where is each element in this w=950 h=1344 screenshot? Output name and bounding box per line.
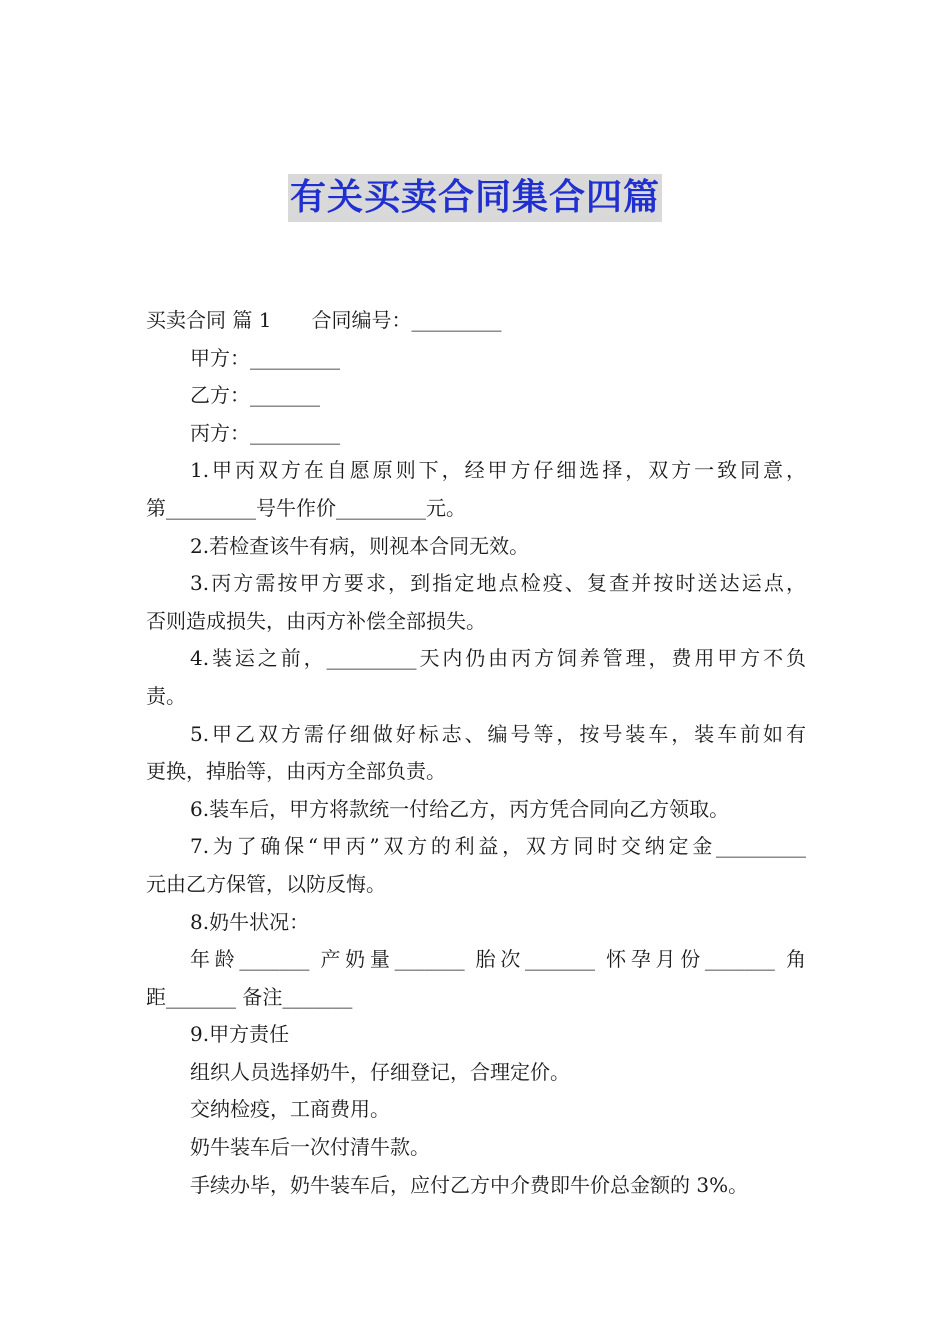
line-text: 丙方：_________ (190, 420, 340, 445)
text-line (146, 1016, 806, 1054)
line-text: 交纳检疫，工商费用。 (190, 1097, 390, 1122)
line-text: 3.丙方需按甲方要求，到指定地点检疫、复查并按时送达运点， (190, 571, 806, 596)
text-line (146, 565, 806, 603)
line-text: 组织人员选择奶牛，仔细登记，合理定价。 (190, 1059, 570, 1084)
line-text: 否则造成损失，由丙方补偿全部损失。 (146, 608, 486, 633)
text-line (146, 490, 806, 528)
text-line (146, 941, 806, 979)
text-line (146, 753, 806, 791)
text-line (146, 1129, 806, 1167)
line-text: 6.装车后，甲方将款统一付给乙方，丙方凭合同向乙方领取。 (190, 796, 730, 821)
title-container (0, 174, 950, 222)
text-line (146, 415, 806, 453)
line-text: 手续办毕，奶牛装车后，应付乙方中介费即牛价总金额的 3%。 (190, 1172, 749, 1197)
text-line (146, 979, 806, 1017)
document-title: 有关买卖合同集合四篇 (288, 174, 662, 222)
line-text: 1.甲丙双方在自愿原则下，经甲方仔细选择，双方一致同意， (190, 458, 806, 483)
line-text: 2.若检查该牛有病，则视本合同无效。 (190, 533, 530, 558)
text-line (146, 791, 806, 829)
text-line (146, 1167, 806, 1205)
text-line (146, 828, 806, 866)
text-line (146, 452, 806, 490)
text-line (146, 1091, 806, 1129)
line-text: 更换，掉胎等，由丙方全部负责。 (146, 759, 446, 784)
text-line (146, 1054, 806, 1092)
text-line (146, 377, 806, 415)
line-text: 责。 (146, 683, 186, 708)
line-text: 乙方：_______ (190, 383, 320, 408)
line-text: 距_______ 备注_______ (146, 984, 353, 1009)
contract-number: 合同编号：_________ (311, 308, 502, 332)
contract-body (146, 302, 806, 1204)
text-line (146, 678, 806, 716)
text-line (146, 528, 806, 566)
text-line (146, 640, 806, 678)
line-text: 5.甲乙双方需仔细做好标志、编号等，按号装车，装车前如有 (190, 721, 806, 746)
text-line (146, 716, 806, 754)
line-text: 年龄_______ 产奶量_______ 胎次_______ 怀孕月份_______ 角 (190, 947, 806, 972)
text-line (146, 904, 806, 942)
text-line (146, 340, 806, 378)
line-text: 元由乙方保管，以防反悔。 (146, 871, 386, 896)
line-text: 9.甲方责任 (190, 1022, 290, 1047)
line-text: 7.为了确保“甲丙”双方的利益，双方同时交纳定金_________ (190, 834, 806, 859)
line-text: 买卖合同 篇 1 (146, 308, 272, 332)
line-text: 8.奶牛状况： (190, 909, 310, 934)
line-text: 4.装运之前，_________天内仍由丙方饲养管理，费用甲方不负 (190, 646, 806, 671)
text-line (146, 866, 806, 904)
text-line (146, 603, 806, 641)
line-text: 第_________号牛作价_________元。 (146, 495, 466, 520)
line-text: 奶牛装车后一次付清牛款。 (190, 1135, 430, 1160)
line-text: 甲方：_________ (190, 345, 340, 370)
text-line (146, 302, 806, 340)
